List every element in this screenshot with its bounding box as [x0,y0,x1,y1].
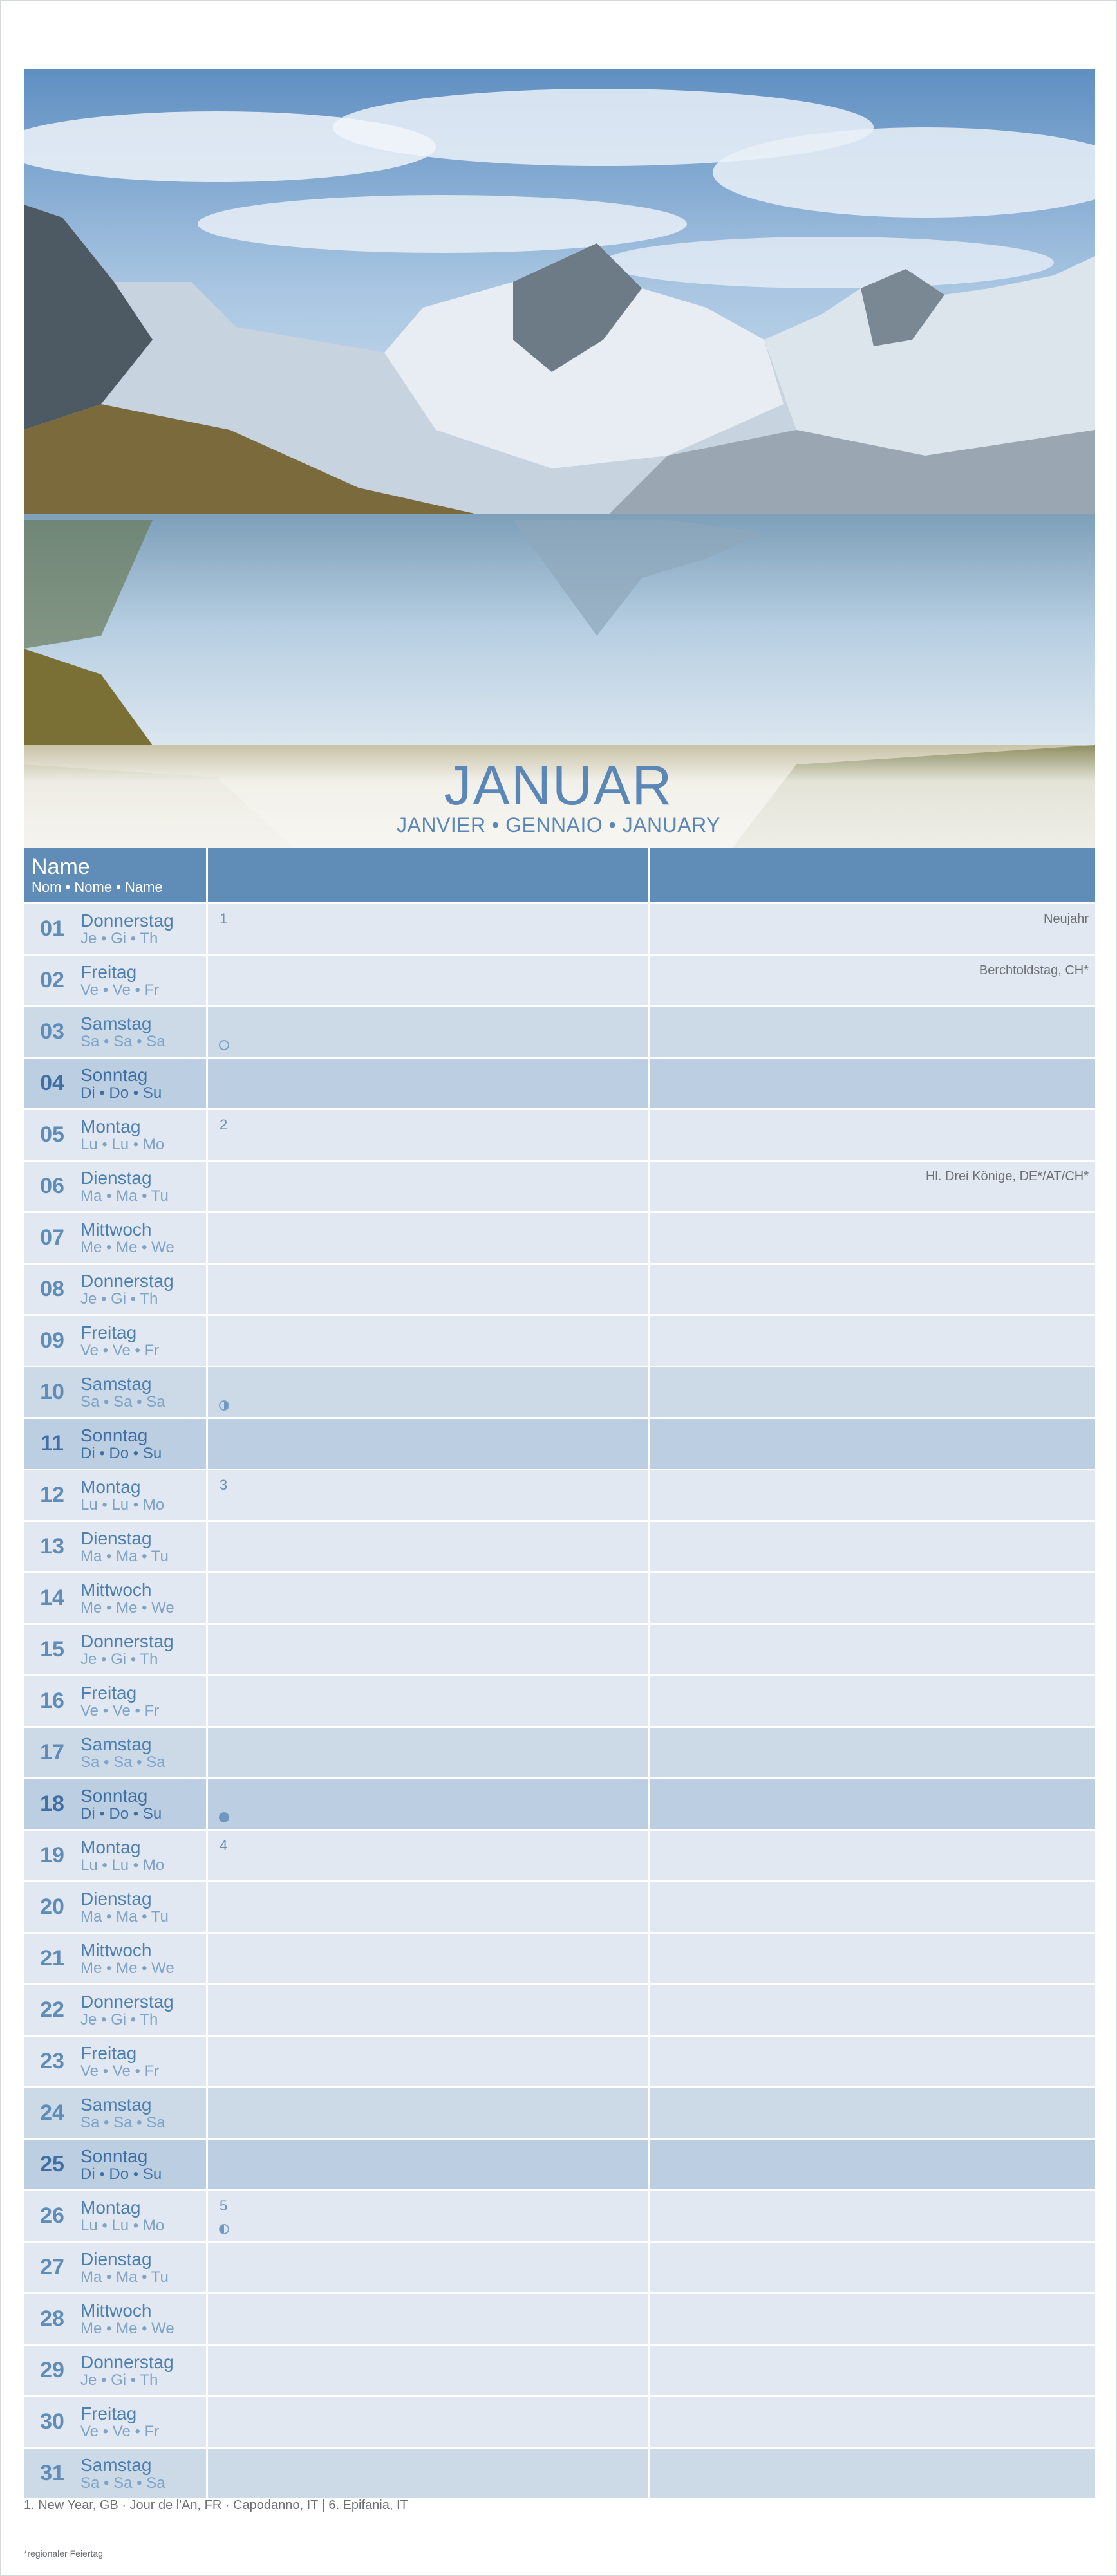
day-name-abbreviations: Ve • Ve • Fr [80,1701,160,1719]
day-name-abbreviations: Di • Do • Su [80,1084,162,1102]
day-row [24,904,1095,954]
day-cell [24,1882,206,1932]
day-row [24,1265,1095,1314]
day-name-abbreviations: Ma • Ma • Tu [80,1187,169,1205]
holiday-cell[interactable] [650,956,1095,1005]
note-cell[interactable] [208,1316,648,1366]
day-row [24,1059,1095,1108]
day-number: 24 [40,2100,64,2125]
day-row [24,1831,1095,1880]
day-cell [24,904,206,954]
note-cell[interactable] [208,904,648,954]
day-name-abbreviations: Ma • Ma • Tu [80,1907,169,1925]
note-cell[interactable] [208,1007,648,1057]
holiday-cell[interactable] [650,1316,1095,1366]
day-cell [24,956,206,1005]
day-name: Mittwoch [80,1579,152,1600]
note-cell[interactable] [208,1059,648,1108]
day-number: 05 [40,1122,64,1147]
day-number: 27 [40,2255,64,2279]
day-cell [24,2449,206,2498]
note-cell[interactable] [208,1367,648,1417]
holiday-cell[interactable] [650,2346,1095,2395]
holiday-cell[interactable] [650,2140,1095,2189]
day-name-abbreviations: Sa • Sa • Sa [80,1393,165,1411]
holiday-cell[interactable] [650,904,1095,954]
day-cell [24,1419,206,1469]
day-name-abbreviations: Me • Me • We [80,2319,174,2337]
day-name-abbreviations: Je • Gi • Th [80,929,158,947]
day-number: 23 [40,2049,64,2073]
day-names [80,1941,174,1977]
day-name-abbreviations: Sa • Sa • Sa [80,1753,165,1771]
day-names [80,2250,169,2286]
day-cell [24,1522,206,1571]
day-name-abbreviations: Lu • Lu • Mo [80,1135,165,1153]
note-cell[interactable] [208,1985,648,2035]
day-cell [24,2294,206,2344]
day-cell [24,1162,206,1211]
day-number: 11 [41,1431,64,1456]
day-name-abbreviations: Ma • Ma • Tu [80,2268,169,2286]
day-name: Montag [80,1116,141,1136]
day-number: 22 [40,1997,64,2022]
holiday-cell[interactable] [650,1007,1095,1057]
holiday-cell[interactable] [650,1470,1095,1520]
day-cell [24,2140,206,2189]
day-name: Montag [80,2197,141,2218]
calendar-rows [24,904,1095,2498]
header-name-cell [24,848,206,902]
day-cell [24,2037,206,2086]
day-number: 17 [40,1740,64,1765]
day-number: 03 [40,1019,64,1044]
moon-phase-full-icon [219,1812,229,1822]
day-number: 16 [40,1689,64,1713]
day-row [24,2449,1095,2498]
holiday-cell[interactable] [650,1934,1095,1983]
day-row [24,2397,1095,2447]
holiday-footnote: 1. New Year, GB · Jour de l'An, FR · Capodanno, IT | 6. Epifania, IT [24,2498,408,2512]
day-name: Mittwoch [80,1940,152,1960]
day-number: 21 [40,1946,64,1970]
day-cell [24,1213,206,1263]
week-number: 3 [220,1477,228,1493]
day-name: Mittwoch [80,2300,152,2321]
day-cell [24,1265,206,1314]
day-cell [24,1934,206,1983]
note-cell[interactable] [208,1831,648,1880]
day-number: 01 [40,916,64,941]
day-name: Donnerstag [80,2351,174,2372]
day-row [24,1676,1095,1726]
note-cell[interactable] [208,1522,648,1571]
day-row [24,956,1095,1005]
day-row [24,1419,1095,1469]
holiday-cell[interactable] [650,2191,1095,2241]
day-names [80,1426,162,1462]
day-name: Samstag [80,1373,152,1394]
day-names [80,1838,164,1874]
day-row [24,2346,1095,2395]
day-names [80,1889,169,1925]
day-names [80,1683,159,1719]
day-name: Sonntag [80,1064,148,1085]
day-names [80,2456,165,2492]
day-row [24,1213,1095,1263]
holiday-label: Hl. Drei Könige, DE*/AT/CH* [925,1169,1089,1183]
holiday-cell[interactable] [650,2449,1095,2498]
day-names [80,1169,169,1205]
day-number: 04 [40,1071,64,1095]
month-subtitle: JANVIER • GENNAIO • JANUARY [397,813,720,837]
day-name-abbreviations: Je • Gi • Th [80,2371,158,2389]
mountain-lake-photo [24,69,1095,848]
week-number: 4 [220,1837,228,1853]
day-name-abbreviations: Ve • Ve • Fr [80,1341,160,1359]
day-name: Dienstag [80,1888,152,1909]
header-name-title: Name [32,855,90,879]
day-number: 02 [40,968,64,992]
holiday-cell[interactable] [650,2397,1095,2447]
day-number: 25 [40,2152,64,2176]
day-number: 15 [40,1637,64,1662]
holiday-cell[interactable] [650,1110,1095,1160]
note-cell[interactable] [208,1162,648,1211]
day-cell [24,1316,206,1366]
note-cell[interactable] [208,1419,648,1469]
day-names [80,1220,174,1256]
week-number: 1 [220,911,228,927]
day-cell [24,2243,206,2292]
day-row [24,1934,1095,1983]
day-name-abbreviations: Je • Gi • Th [80,1650,158,1668]
note-cell[interactable] [208,1728,648,1777]
day-cell [24,1007,206,1057]
day-number: 13 [40,1534,64,1559]
note-cell[interactable] [208,2346,648,2395]
note-cell[interactable] [208,1213,648,1263]
holiday-cell[interactable] [650,1265,1095,1314]
day-cell [24,2088,206,2138]
holiday-cell[interactable] [650,1162,1095,1211]
day-name-abbreviations: Sa • Sa • Sa [80,2474,165,2492]
day-number: 06 [40,1174,64,1198]
day-names [80,911,174,947]
holiday-cell[interactable] [650,2037,1095,2086]
note-cell[interactable] [208,1625,648,1674]
holiday-label: Neujahr [1043,912,1089,926]
day-row [24,1625,1095,1674]
day-name-abbreviations: Sa • Sa • Sa [80,1032,165,1050]
day-name: Montag [80,1837,141,1857]
day-names [80,2198,164,2234]
day-names [80,1580,174,1617]
note-cell[interactable] [208,2243,648,2292]
day-cell [24,1573,206,1623]
month-title: JANUAR [444,755,673,817]
day-name: Sonntag [80,1785,148,1806]
note-cell[interactable] [208,2397,648,2447]
day-name: Dienstag [80,1167,152,1188]
day-names [80,1323,159,1359]
moon-phase-last-icon [219,2224,229,2234]
note-cell[interactable] [208,1265,648,1314]
header-name-subtitle: Nom • Nome • Name [32,879,163,895]
day-cell [24,1625,206,1674]
day-number: 07 [40,1225,64,1250]
holiday-cell[interactable] [650,1882,1095,1932]
calendar-grid [24,848,1095,2500]
note-cell[interactable] [208,1882,648,1932]
day-cell [24,1779,206,1829]
day-names [80,1375,165,1411]
header-holidays-column [650,848,1095,902]
day-name-abbreviations: Lu • Lu • Mo [80,1856,165,1874]
note-cell[interactable] [208,1470,648,1520]
day-names [80,2353,174,2389]
day-names [80,2044,159,2080]
day-name: Freitag [80,1682,137,1703]
day-name: Sonntag [80,2145,148,2166]
day-name-abbreviations: Me • Me • We [80,1959,174,1977]
note-cell[interactable] [208,1934,648,1983]
day-cell [24,1110,206,1160]
day-cell [24,1985,206,2035]
day-names [80,2301,174,2337]
day-name: Donnerstag [80,1270,174,1291]
note-cell[interactable] [208,2191,648,2241]
holiday-cell[interactable] [650,2243,1095,2292]
note-cell[interactable] [208,1110,648,1160]
day-number: 14 [40,1586,64,1610]
day-names [80,1066,162,1102]
regional-holiday-note: *regionaler Feiertag [24,2548,103,2559]
day-number: 10 [40,1380,64,1404]
holiday-cell[interactable] [650,1985,1095,2035]
day-name: Samstag [80,1013,152,1033]
day-name-abbreviations: Ve • Ve • Fr [80,981,160,999]
moon-phase-new-icon [219,1040,229,1050]
day-row [24,2088,1095,2138]
day-name: Donnerstag [80,1631,174,1651]
day-name: Freitag [80,2043,137,2063]
day-name-abbreviations: Ve • Ve • Fr [80,2062,160,2080]
day-row [24,1985,1095,2035]
day-name-abbreviations: Je • Gi • Th [80,2010,158,2028]
day-row [24,2037,1095,2086]
day-names [80,2147,162,2183]
day-number: 18 [40,1792,64,1816]
day-number: 20 [40,1895,64,1919]
note-cell[interactable] [208,1779,648,1829]
day-name: Dienstag [80,1528,152,1548]
day-row [24,1110,1095,1160]
holiday-cell[interactable] [650,2294,1095,2344]
day-cell [24,1728,206,1777]
day-name: Donnerstag [80,910,174,931]
day-number: 19 [40,1843,64,1867]
day-row [24,1162,1095,1211]
day-name: Montag [80,1476,141,1497]
holiday-cell[interactable] [650,2088,1095,2138]
day-row [24,1779,1095,1829]
day-names [80,1014,165,1050]
day-number: 08 [40,1277,64,1301]
day-number: 31 [40,2461,64,2485]
holiday-cell[interactable] [650,1419,1095,1469]
day-name-abbreviations: Je • Gi • Th [80,1290,158,1308]
day-row [24,2140,1095,2189]
day-cell [24,1367,206,1417]
day-names [80,1529,169,1565]
day-name: Freitag [80,961,137,982]
day-name-abbreviations: Lu • Lu • Mo [80,2216,165,2234]
day-row [24,1882,1095,1932]
day-row [24,2243,1095,2292]
week-number: 2 [220,1117,228,1133]
day-name: Freitag [80,1322,137,1342]
day-cell [24,1831,206,1880]
day-names [80,1786,162,1822]
day-names [80,1117,164,1153]
day-name-abbreviations: Lu • Lu • Mo [80,1496,165,1514]
holiday-cell[interactable] [650,1059,1095,1108]
note-cell[interactable] [208,1573,648,1623]
day-names [80,2404,159,2440]
holiday-label: Berchtoldstag, CH* [979,963,1089,978]
calendar-header [24,848,1095,902]
day-names [80,1632,174,1668]
holiday-cell[interactable] [650,1367,1095,1417]
day-row [24,1728,1095,1777]
day-number: 28 [40,2306,64,2331]
day-names [80,1478,164,1514]
day-name: Mittwoch [80,1219,152,1239]
day-cell [24,2191,206,2241]
day-row [24,1470,1095,1520]
day-number: 29 [40,2358,64,2382]
note-cell[interactable] [208,1676,648,1726]
day-row [24,1367,1095,1417]
day-name-abbreviations: Di • Do • Su [80,1804,162,1822]
day-row [24,2191,1095,2241]
day-row [24,2294,1095,2344]
day-row [24,1316,1095,1366]
day-name-abbreviations: Ma • Ma • Tu [80,1547,169,1565]
day-names [80,2095,165,2131]
day-name: Samstag [80,2094,152,2115]
holiday-cell[interactable] [650,1213,1095,1263]
note-cell[interactable] [208,2449,648,2498]
day-names [80,1992,174,2028]
day-names [80,963,159,999]
holiday-cell[interactable] [650,1831,1095,1880]
day-name-abbreviations: Me • Me • We [80,1598,174,1617]
day-number: 12 [40,1483,64,1507]
day-cell [24,1470,206,1520]
holiday-cell[interactable] [650,1573,1095,1623]
day-cell [24,2346,206,2395]
holiday-cell[interactable] [650,1779,1095,1829]
note-cell[interactable] [208,956,648,1005]
day-name: Dienstag [80,2248,152,2269]
holiday-cell[interactable] [650,1728,1095,1777]
day-name: Sonntag [80,1425,148,1445]
note-cell[interactable] [208,2037,648,2086]
holiday-cell[interactable] [650,1522,1095,1571]
header-notes-column [208,848,648,902]
day-number: 26 [40,2203,64,2228]
day-names [80,1272,174,1308]
day-row [24,1522,1095,1571]
holiday-cell[interactable] [650,1676,1095,1726]
holiday-cell[interactable] [650,1625,1095,1674]
day-number: 09 [40,1328,64,1353]
day-name: Samstag [80,2454,152,2475]
day-name-abbreviations: Me • Me • We [80,1238,174,1256]
day-name: Donnerstag [80,1991,174,2012]
day-cell [24,1059,206,1108]
note-cell[interactable] [208,2140,648,2189]
week-number: 5 [220,2198,228,2214]
day-number: 30 [40,2409,64,2434]
day-row [24,1573,1095,1623]
note-cell[interactable] [208,2294,648,2344]
day-cell [24,2397,206,2447]
day-name-abbreviations: Sa • Sa • Sa [80,2113,165,2131]
day-cell [24,1676,206,1726]
day-name-abbreviations: Di • Do • Su [80,2165,162,2183]
moon-phase-first-icon [219,1400,229,1411]
day-name-abbreviations: Di • Do • Su [80,1444,162,1462]
day-name-abbreviations: Ve • Ve • Fr [80,2422,160,2440]
note-cell[interactable] [208,2088,648,2138]
day-names [80,1735,165,1771]
day-name: Samstag [80,1734,152,1754]
day-name: Freitag [80,2403,137,2423]
day-row [24,1007,1095,1057]
